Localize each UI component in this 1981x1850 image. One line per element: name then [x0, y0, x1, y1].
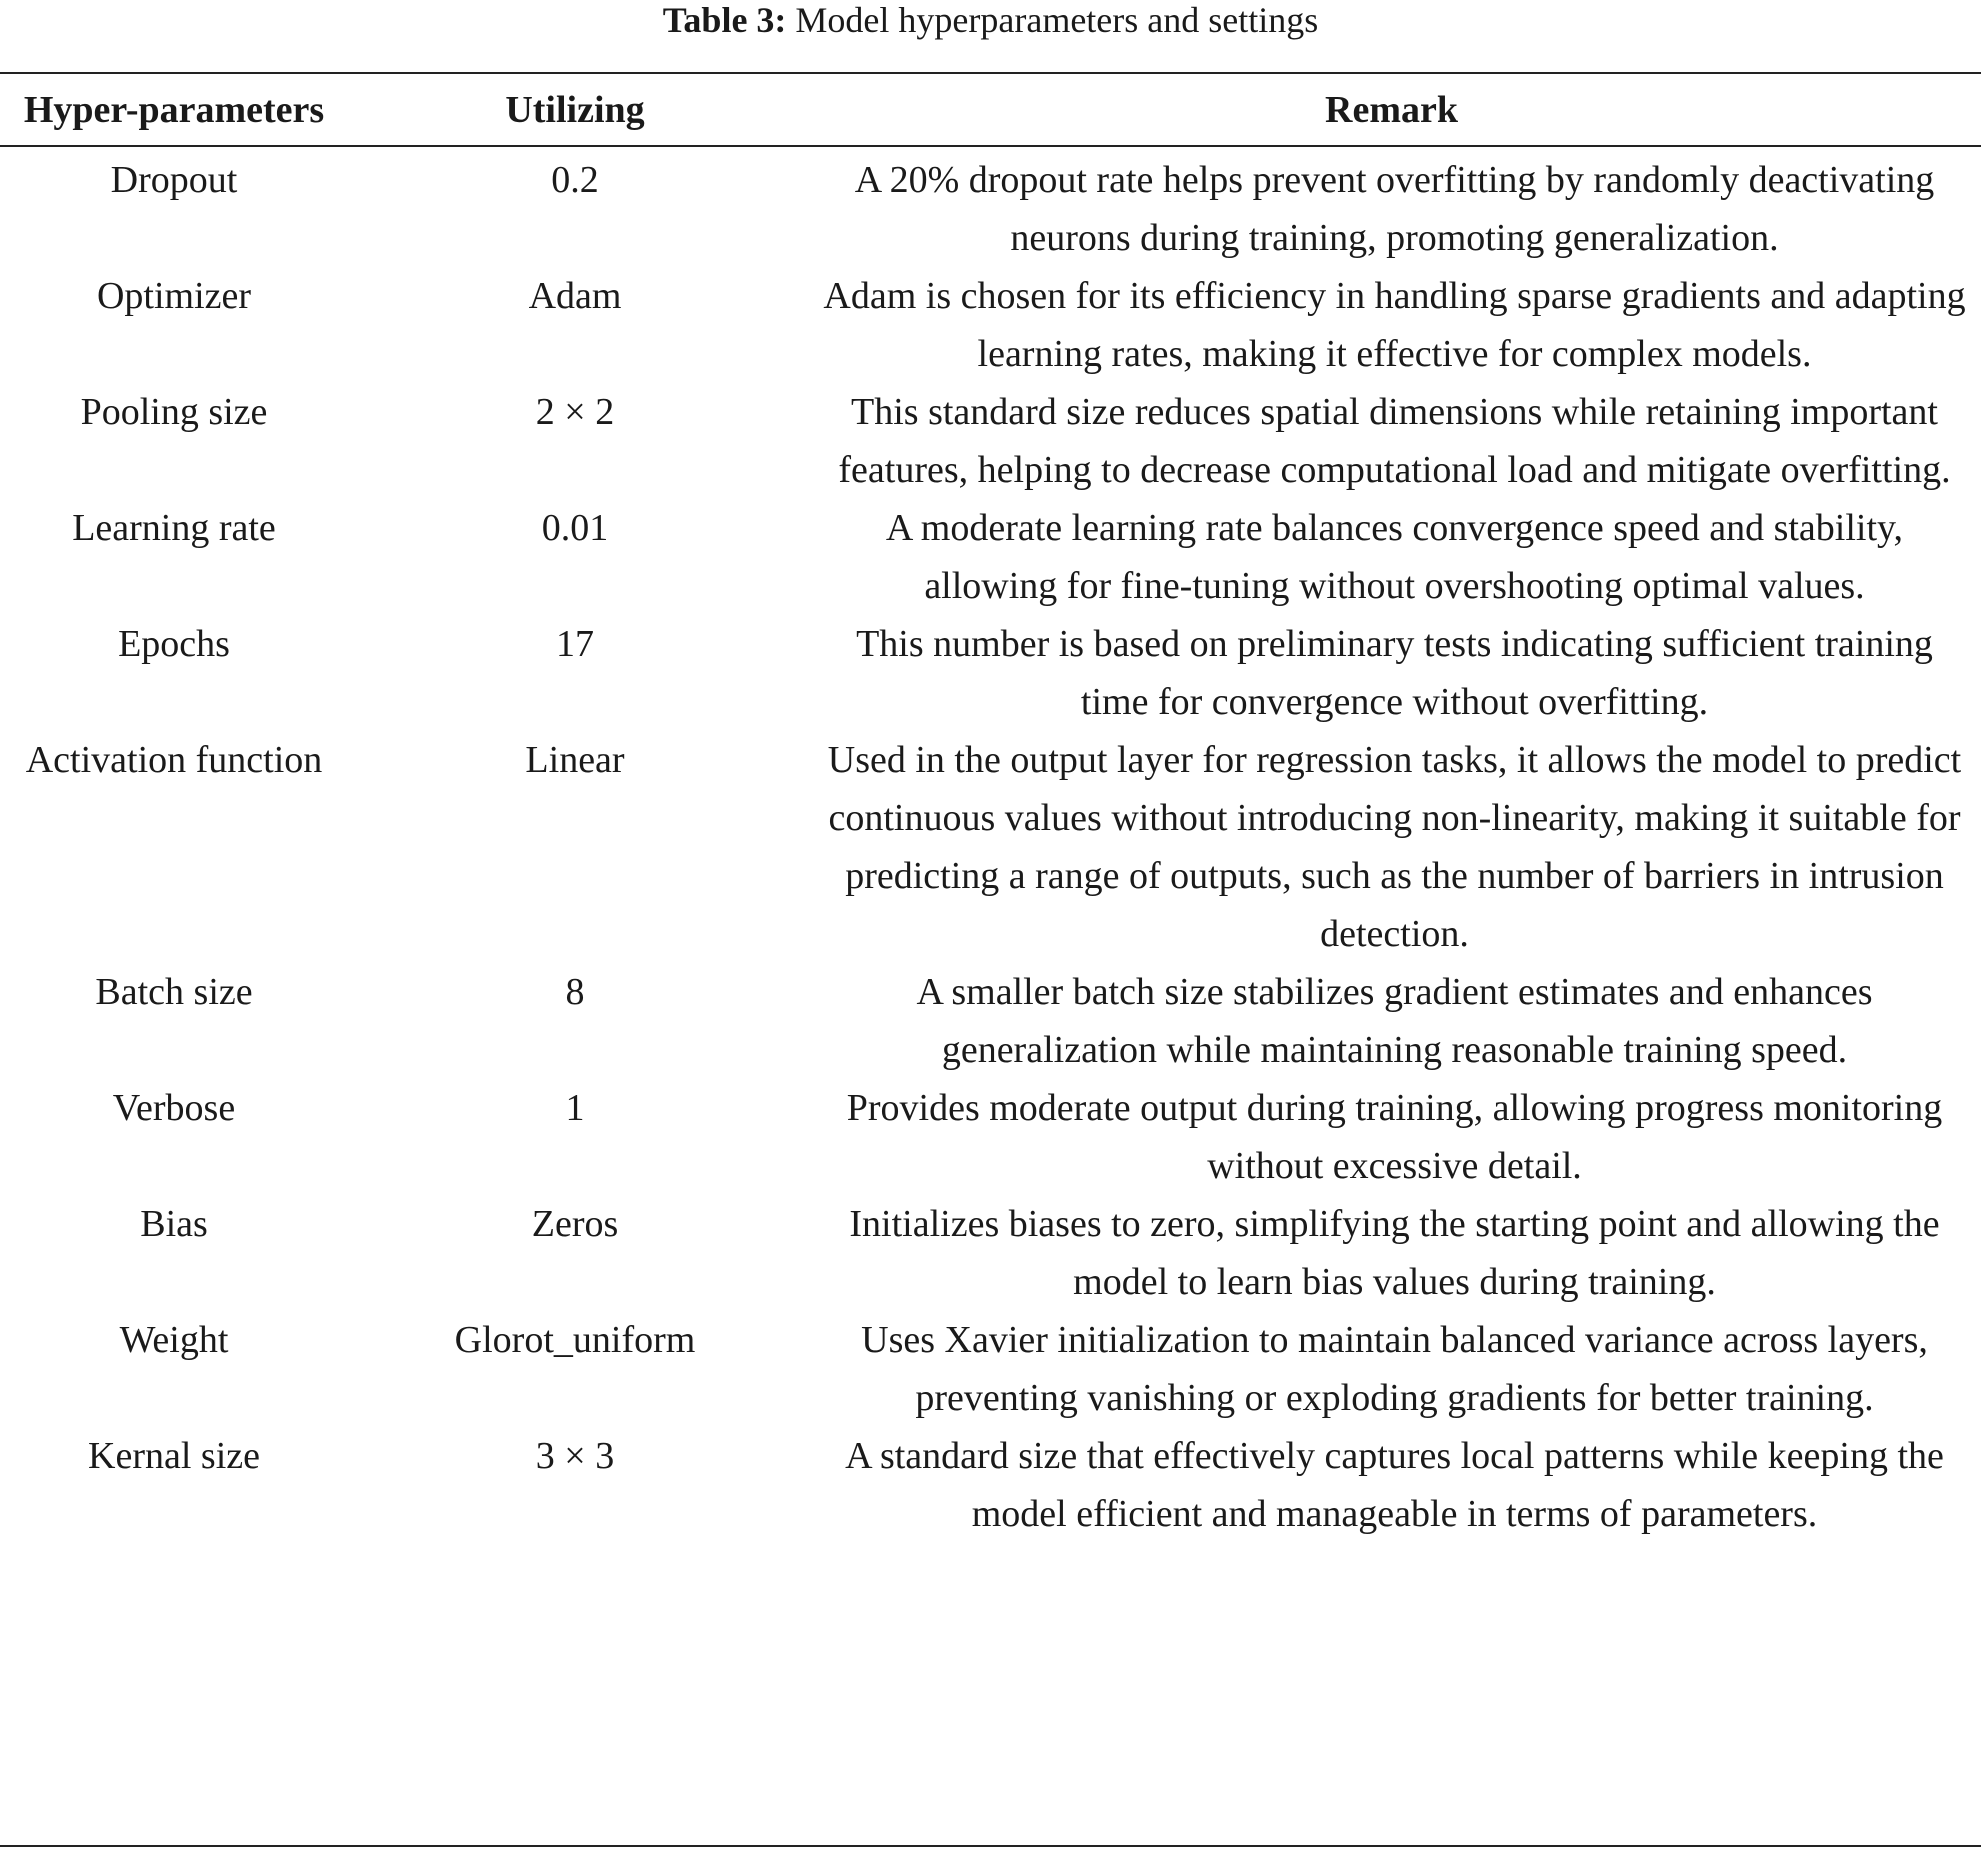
value-cell: 8: [565, 971, 585, 1013]
remark-cell: Provides moderate output during training, allowing progress monitoring without excessive detail.: [846, 1087, 1943, 1187]
table-row: [0, 145, 1981, 267]
value-cell: 17: [556, 623, 594, 665]
table-caption: [0, 0, 1981, 40]
hyperparameter-table: [0, 74, 1981, 1543]
table-row: [0, 615, 1981, 731]
value-cell: Adam: [528, 275, 622, 317]
table-row: [0, 1311, 1981, 1427]
param-cell: Pooling size: [80, 391, 268, 433]
header-row: [0, 74, 1981, 145]
remark-cell: Adam is chosen for its efficiency in handling sparse gradients and adapting learning rates, making it effective for complex models.: [823, 275, 1966, 375]
header-hyper-parameters: Hyper-parameters: [23, 88, 325, 131]
value-cell: 1: [565, 1087, 585, 1129]
remark-cell: Used in the output layer for regression tasks, it allows the model to predict continuous values without introducing non-linearity, making it suitable for predicting a range of outputs, such as the number of barriers in intrusion detection.: [827, 739, 1962, 955]
remark-cell: A 20% dropout rate helps prevent overfitting by randomly deactivating neurons during training, promoting generalization.: [854, 159, 1935, 259]
remark-cell: Initializes biases to zero, simplifying the starting point and allowing the model to learn bias values during training.: [849, 1203, 1940, 1303]
param-cell: Batch size: [95, 971, 253, 1013]
remark-cell: This number is based on preliminary tests indicating sufficient training time for convergence without overfitting.: [856, 623, 1933, 723]
remark-cell: This standard size reduces spatial dimensions while retaining important features, helping to decrease computational load and mitigate overfitting.: [838, 391, 1951, 491]
param-cell: Learning rate: [72, 507, 276, 549]
table-row: [0, 499, 1981, 615]
param-cell: Optimizer: [96, 275, 252, 317]
value-cell: 0.01: [541, 507, 609, 549]
param-cell: Bias: [140, 1203, 208, 1245]
caption-text: Model hyperparameters and settings: [795, 0, 1319, 40]
table-row: [0, 1079, 1981, 1195]
param-cell: Epochs: [118, 623, 230, 665]
caption-label: Table 3:: [662, 0, 787, 40]
value-cell: Linear: [525, 739, 625, 781]
param-cell: Verbose: [112, 1087, 236, 1129]
remark-cell: A smaller batch size stabilizes gradient estimates and enhances generalization while maintaining reasonable training speed.: [916, 971, 1873, 1071]
param-cell: Activation function: [25, 739, 323, 781]
value-cell: 3 × 3: [535, 1435, 615, 1477]
table-row: [0, 1427, 1981, 1543]
table-row: [0, 1195, 1981, 1311]
remark-cell: A moderate learning rate balances convergence speed and stability, allowing for fine-tuning without overshooting optimal values.: [885, 507, 1904, 607]
table-row: [0, 267, 1981, 383]
header-remark: Remark: [1325, 88, 1458, 131]
header-utilizing: Utilizing: [505, 88, 645, 131]
table-row: [0, 731, 1981, 963]
value-cell: Glorot_uniform: [454, 1319, 696, 1361]
value-cell: 2 × 2: [535, 391, 615, 433]
table-row: [0, 383, 1981, 499]
table-row: [0, 963, 1981, 1079]
bottom-rule: [0, 1845, 1981, 1847]
param-cell: Dropout: [110, 159, 238, 201]
param-cell: Kernal size: [88, 1435, 260, 1477]
value-cell: 0.2: [551, 159, 599, 201]
remark-cell: Uses Xavier initialization to maintain balanced variance across layers, preventing vanishing or exploding gradients for better training.: [861, 1319, 1928, 1419]
value-cell: Zeros: [531, 1203, 619, 1245]
param-cell: Weight: [119, 1319, 229, 1361]
remark-cell: A standard size that effectively captures local patterns while keeping the model efficient and manageable in terms of parameters.: [845, 1435, 1944, 1535]
